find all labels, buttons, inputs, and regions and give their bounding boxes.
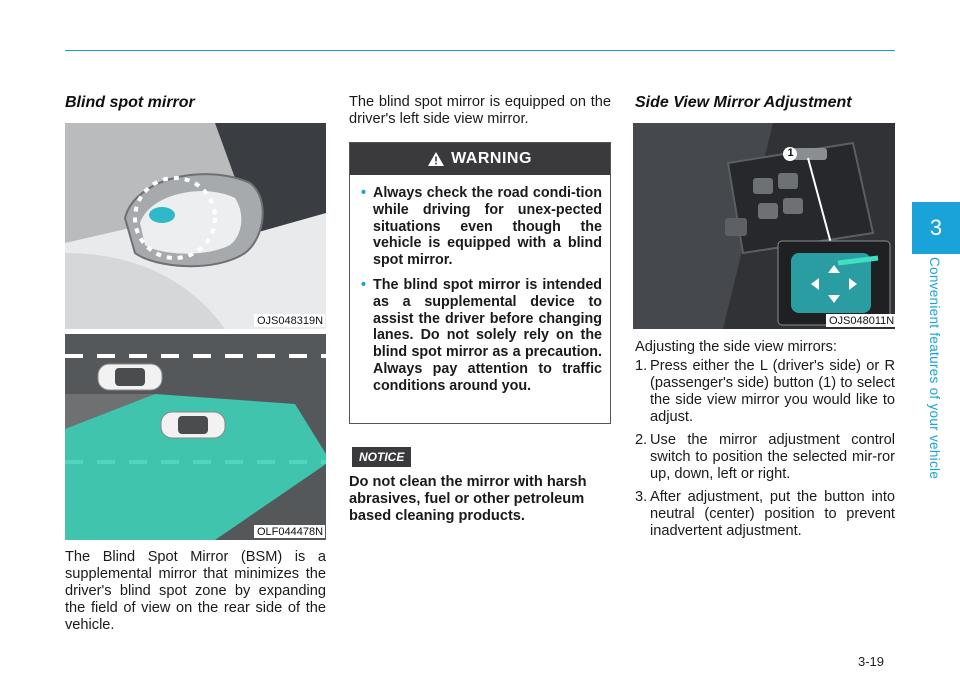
chapter-tab: 3 [912,202,960,254]
adjust-intro: Adjusting the side view mirrors: [635,339,837,355]
adjustment-steps [635,358,895,546]
image2-code: OLF044478N [254,525,325,538]
blind-spot-zone-illustration [65,334,326,540]
bullet-icon: • [361,185,367,201]
image1-code: OJS048319N [254,314,325,327]
notice-text: Do not clean the mirror with harsh abrasives, fuel or other petroleum based cleaning products. [349,474,587,524]
warning-box [349,142,611,424]
mirror-control-photo [633,123,895,329]
side-view-mirror-heading: Side View Mirror Adjustment [635,94,852,111]
warning-triangle-icon [428,152,444,166]
warning-title: WARNING [451,150,532,167]
bsm-description: The Blind Spot Mirror (BSM) is a supplemental mirror that minimizes the driver's blind spot zone by expanding the field of view on the rear side of the vehicle. [65,549,326,633]
notice-label: NOTICE [352,447,411,467]
step-item: 2. Use the mirror adjustment control switch to position the selected mir-ror up, down, left or right. [635,432,895,482]
callout-1: 1 [787,147,794,159]
chapter-title: Convenient features of your vehicle [927,257,942,480]
warning-item: • The blind spot mirror is intended as a supplemental device to assist the driver before changing lanes. Do not solely rely on the blind spot mirror as a precaution. Always pay attention to traffic conditions around you. [361,276,602,394]
page-number: 3-19 [858,654,885,669]
step-item: 3. After adjustment, put the button into neutral (center) position to prevent inadvertent adjustment. [635,489,895,539]
step-item: 1. Press either the L (driver's side) or R (passenger's side) button (1) to select the side view mirror you would like to adjust. [635,358,895,425]
header-rule [65,50,895,51]
image3-code: OJS048011N [826,314,896,327]
bullet-icon: • [361,276,367,293]
blind-spot-mirror-photo [65,123,326,329]
warning-item: • Always check the road condi-tion while driving for unex-pected situations even though the vehicle is equipped with a blind spot mirror. [361,185,602,269]
warning-header [350,143,610,175]
mirror-location-text: The blind spot mirror is equipped on the driver's left side view mirror. [349,94,611,127]
blind-spot-mirror-heading: Blind spot mirror [65,94,195,111]
